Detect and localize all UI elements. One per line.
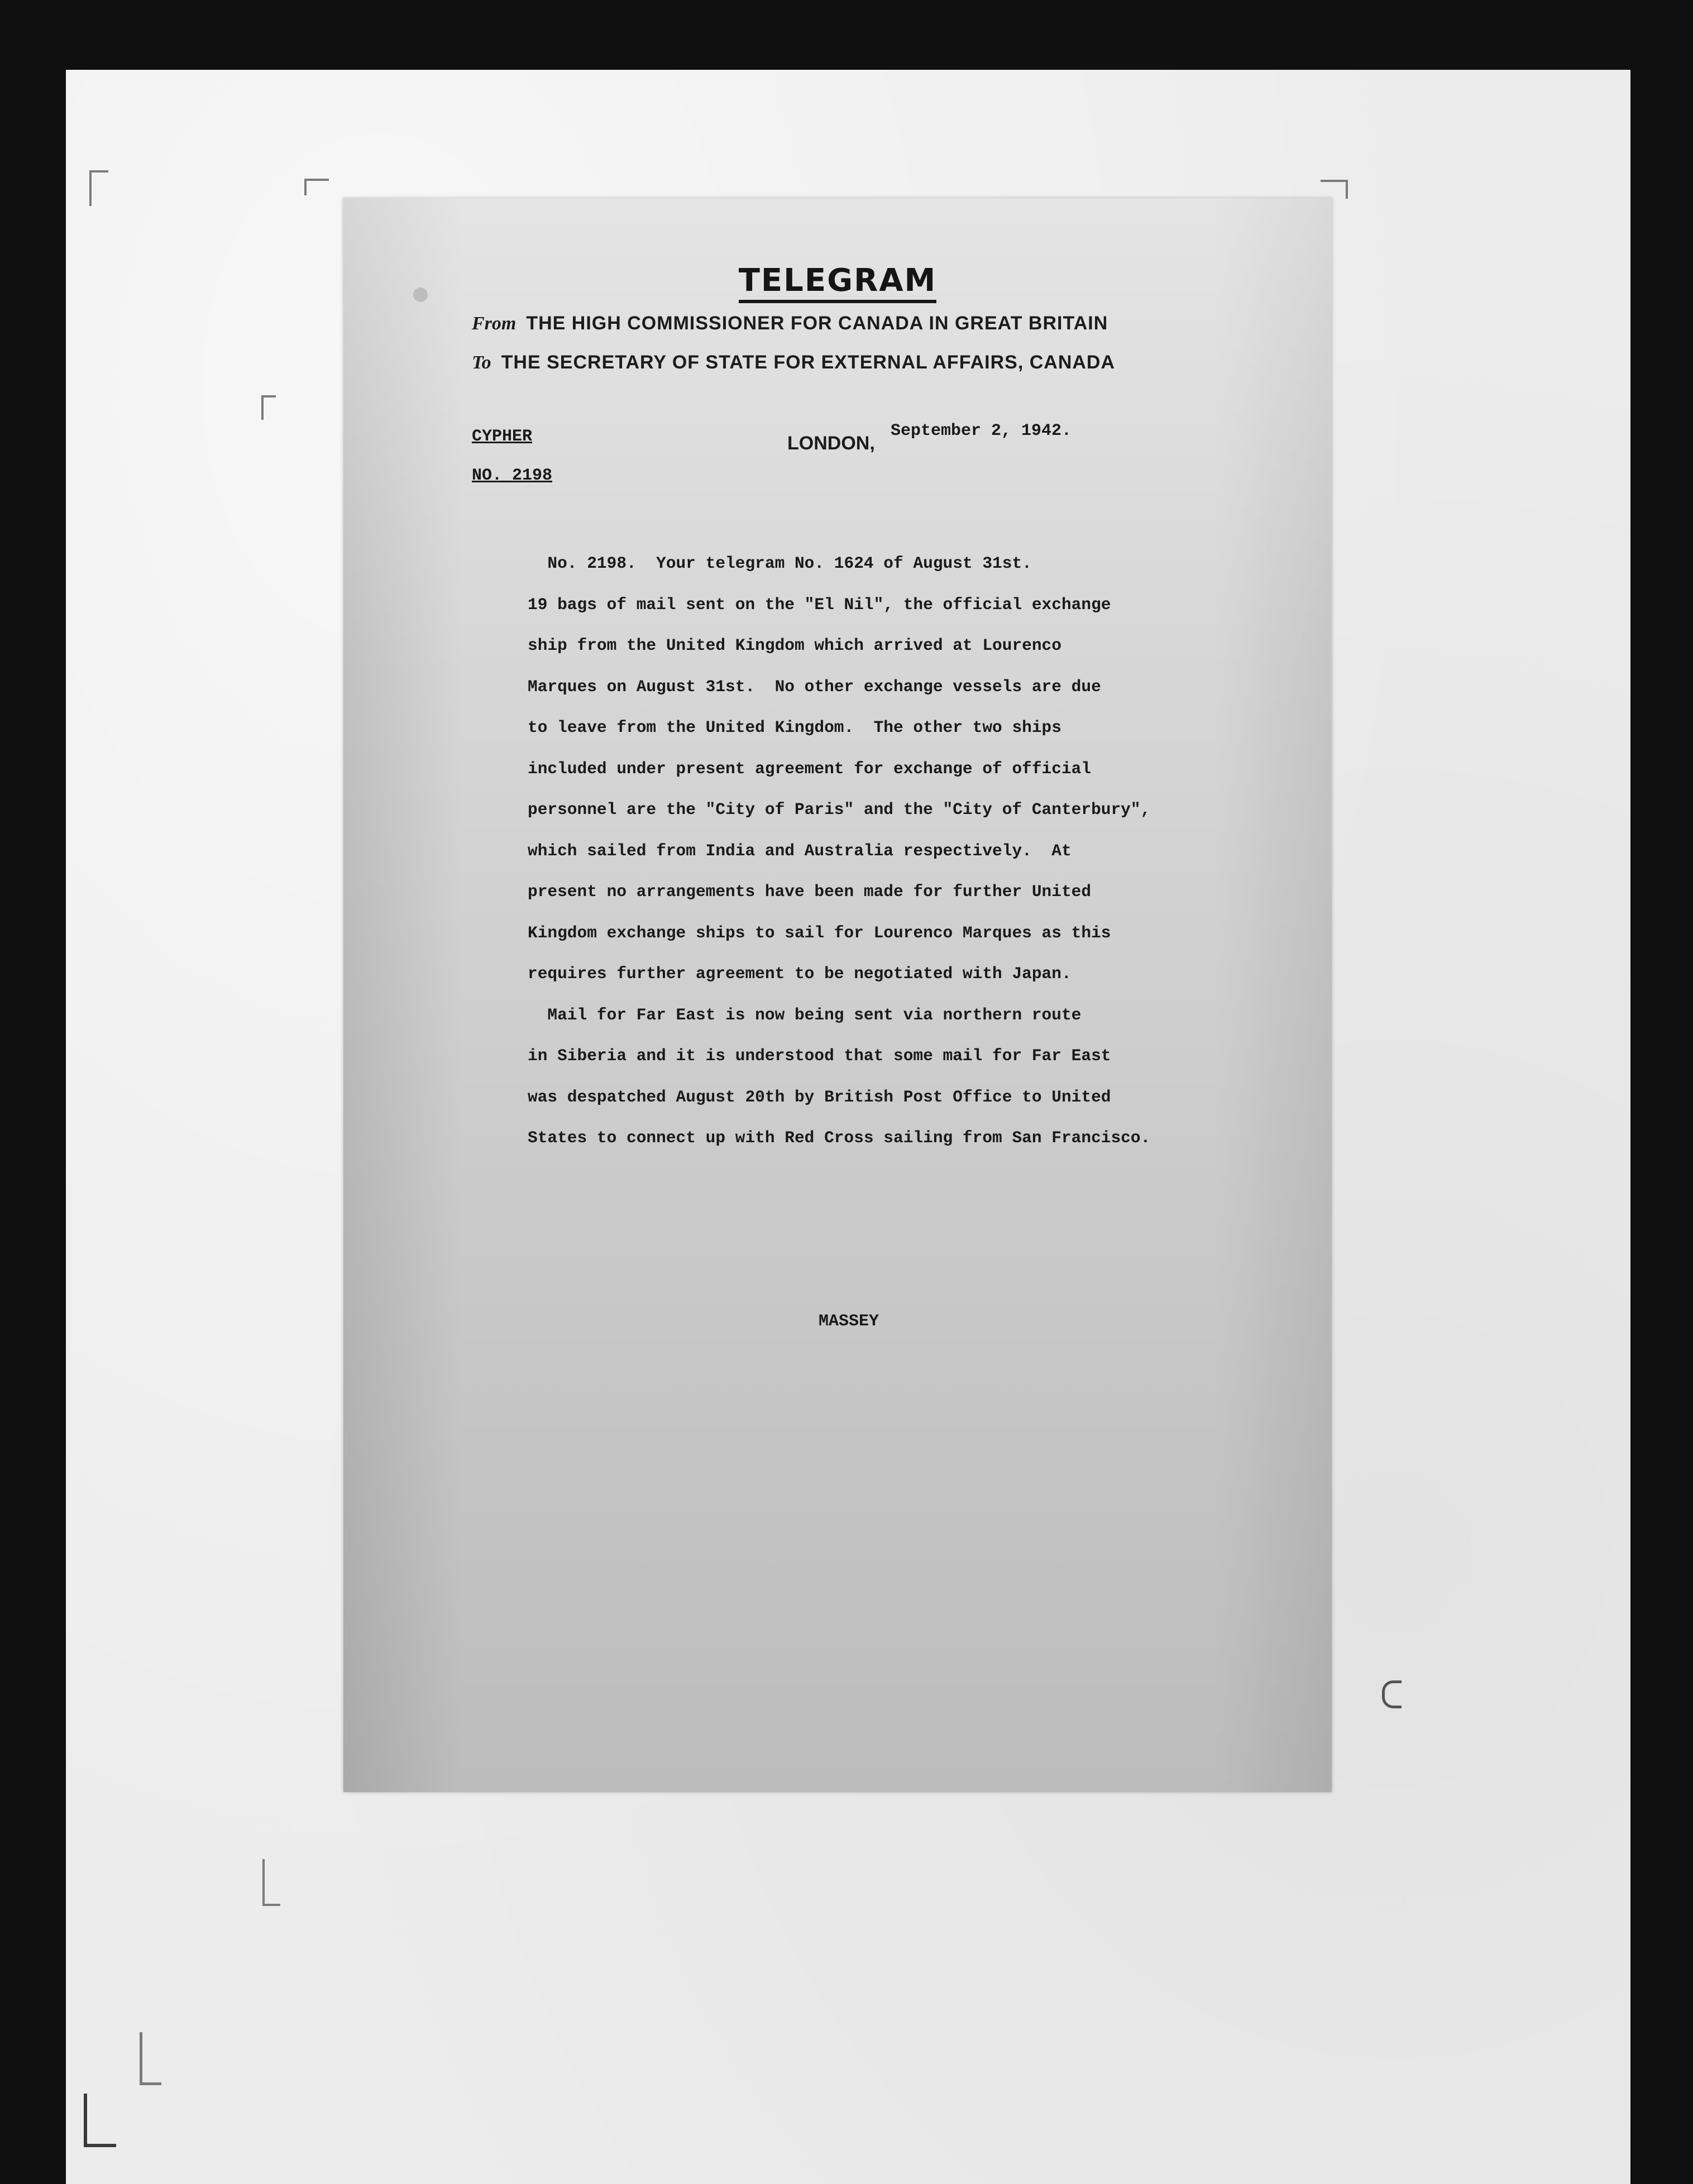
body-line: in Siberia and it is understood that some mail for Far East <box>528 1046 1111 1065</box>
telegram-heading <box>343 262 1332 299</box>
body-line: requires further agreement to be negotiated with Japan. <box>528 964 1072 983</box>
body-line: 19 bags of mail sent on the "El Nil", the official exchange <box>528 595 1111 614</box>
crop-mark <box>304 179 329 195</box>
crop-mark <box>84 2094 116 2147</box>
paragraph-2 <box>528 995 1321 1159</box>
body-line: included under present agreement for exchange of official <box>528 759 1092 778</box>
telegram-body <box>528 543 1321 1159</box>
body-line: ship from the United Kingdom which arrived at Lourenco <box>528 636 1061 655</box>
from-label: From <box>472 313 516 334</box>
cypher-label: CYPHER <box>472 427 533 446</box>
cypher-number: NO. 2198 <box>472 466 553 485</box>
to-line <box>472 352 1115 373</box>
to-label: To <box>472 352 491 373</box>
crop-mark <box>1382 1680 1402 1708</box>
body-line: No. 2198. Your telegram No. 1624 of August 31st. <box>528 554 1032 573</box>
telegram-heading-text: TELEGRAM <box>739 262 937 303</box>
body-line: Mail for Far East is now being sent via northern route <box>528 1005 1082 1024</box>
crop-mark <box>1321 180 1348 199</box>
date-text: September 2, 1942. <box>891 422 1072 440</box>
body-line: was despatched August 20th by British Post Office to United <box>528 1087 1111 1107</box>
place-label: LONDON, <box>787 433 875 454</box>
body-line: to leave from the United Kingdom. The other two ships <box>528 718 1061 737</box>
from-line <box>472 313 1108 334</box>
crop-mark <box>262 1859 280 1906</box>
crop-mark <box>140 2032 161 2085</box>
signature: MASSEY <box>818 1312 879 1331</box>
telegram-sheet <box>343 198 1332 1792</box>
crop-mark <box>89 170 108 206</box>
to-text: THE SECRETARY OF STATE FOR EXTERNAL AFFAIRS, CANADA <box>501 352 1116 373</box>
from-text: THE HIGH COMMISSIONER FOR CANADA IN GREAT BRITAIN <box>526 313 1108 334</box>
body-line: Marques on August 31st. No other exchange vessels are due <box>528 677 1101 696</box>
body-line: which sailed from India and Australia respectively. At <box>528 841 1072 860</box>
body-line: present no arrangements have been made for further United <box>528 882 1092 901</box>
body-line: Kingdom exchange ships to sail for Lourenco Marques as this <box>528 923 1111 942</box>
paragraph-1 <box>528 543 1321 995</box>
body-line: personnel are the "City of Paris" and the "City of Canterbury", <box>528 800 1151 819</box>
body-line: States to connect up with Red Cross sailing from San Francisco. <box>528 1128 1151 1147</box>
crop-mark <box>261 395 276 420</box>
